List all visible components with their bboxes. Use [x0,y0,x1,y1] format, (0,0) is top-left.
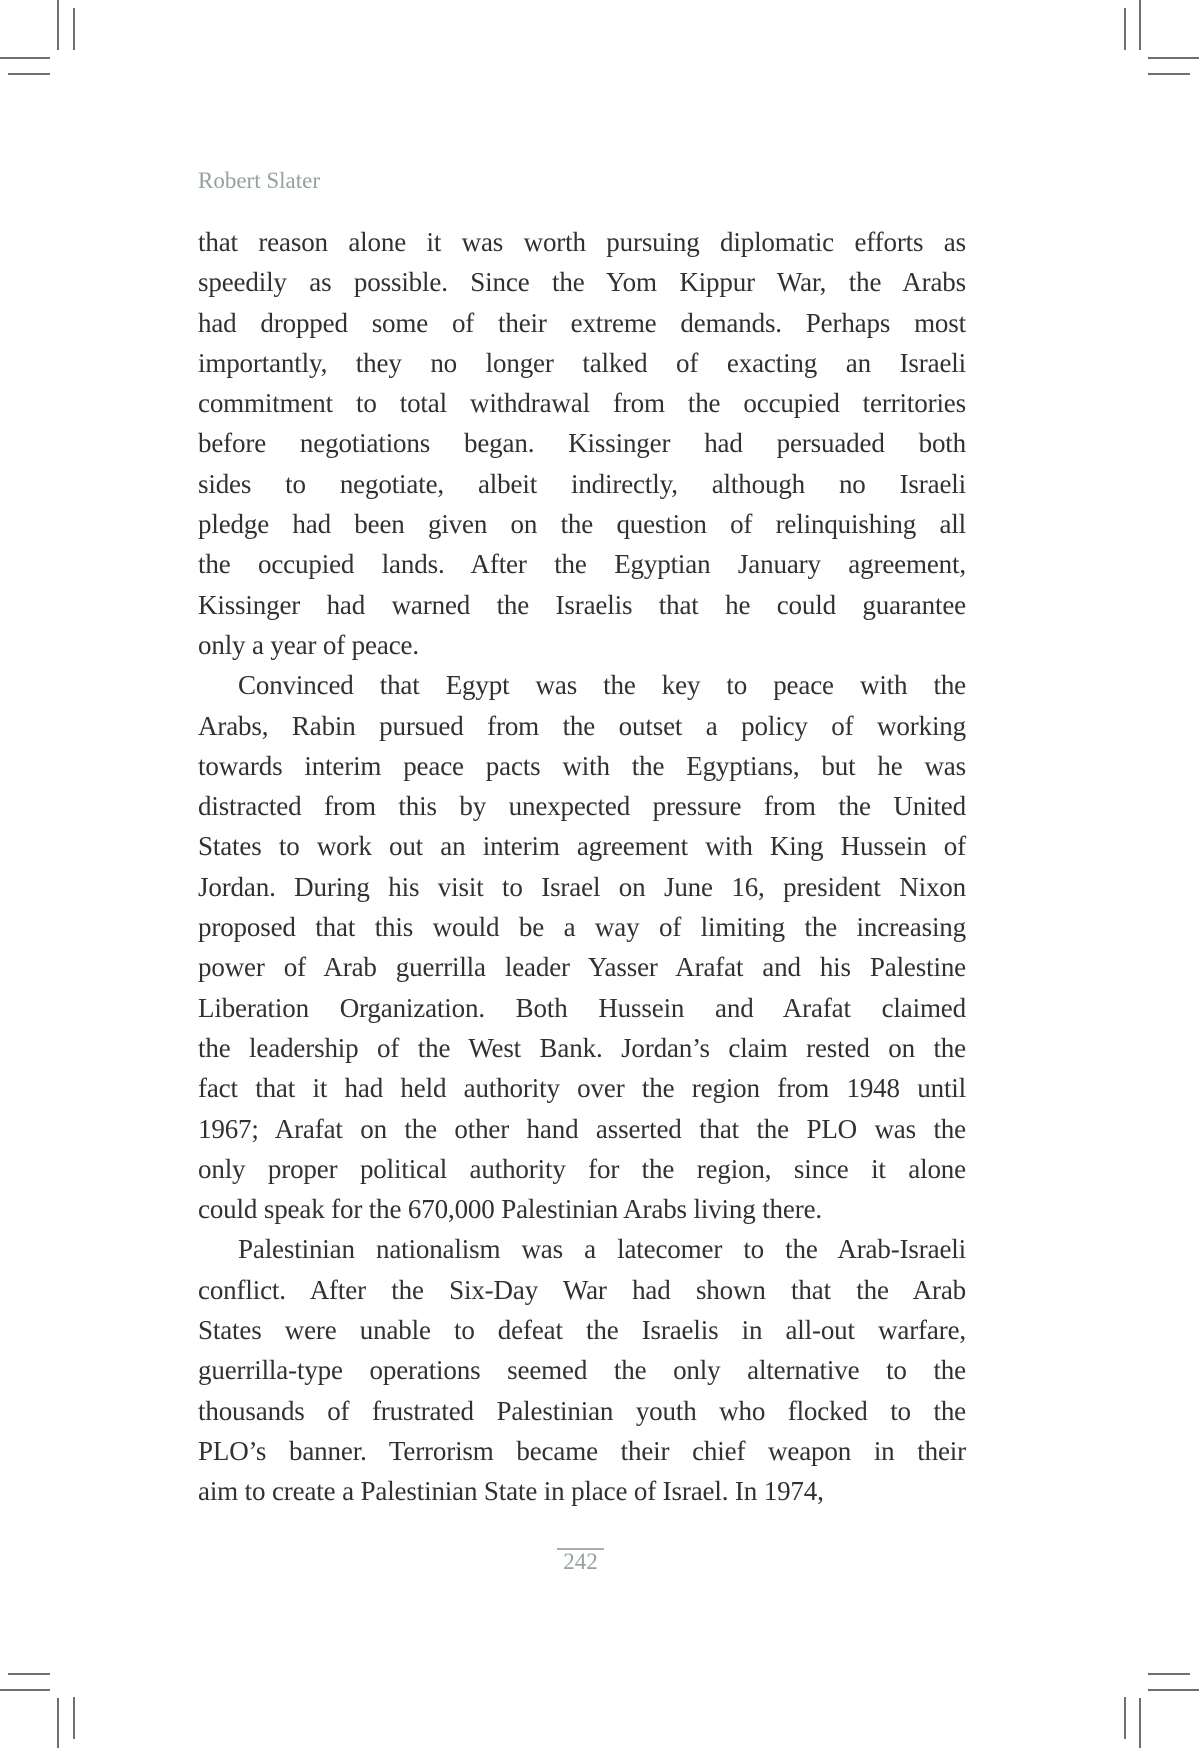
text-line: before negotiations began. Kissinger had persuaded both [198,428,966,459]
crop-mark-top-right-horizontal-outer [1148,57,1199,59]
text-line: aim to create a Palestinian State in place of Israel. In 1974, [198,1476,824,1507]
text-line: Arabs, Rabin pursued from the outset a policy of working [198,710,966,741]
text-line: the leadership of the West Bank. Jordan’s claim rested on the [198,1032,966,1063]
text-line: guerrilla-type operations seemed the only alternative to the [198,1355,966,1386]
crop-mark-bottom-right-vertical-inner [1124,1697,1126,1739]
text-line: commitment to total withdrawal from the occupied territories [198,388,966,419]
text-line: conflict. After the Six-Day War had shown that the Arab [198,1274,966,1305]
text-line: speedily as possible. Since the Yom Kippur War, the Arabs [198,267,966,298]
text-line: Liberation Organization. Both Hussein and Arafat claimed [198,992,966,1023]
text-line: PLO’s banner. Terrorism became their chief weapon in their [198,1435,966,1466]
crop-mark-top-left-horizontal-inner [8,73,50,75]
text-line: Kissinger had warned the Israelis that he could guarantee [198,589,966,620]
text-line: towards interim peace pacts with the Egyptians, but he was [198,750,966,781]
page-number: 242 [563,1549,598,1574]
text-line: pledge had been given on the question of relinquishing all [198,509,966,540]
text-line: 1967; Arafat on the other hand asserted that the PLO was the [198,1113,966,1144]
crop-mark-top-right-vertical-outer [1139,0,1141,50]
text-line: only a year of peace. [198,629,419,660]
text-line: proposed that this would be a way of limiting the increasing [198,912,966,943]
text-line: had dropped some of their extreme demands. Perhaps most [198,307,966,338]
paragraph-2 [198,665,966,1229]
text-line: Palestinian nationalism was a latecomer to the Arab-Israeli [238,1234,966,1265]
text-line: only proper political authority for the region, since it alone [198,1153,966,1184]
text-line: States were unable to defeat the Israelis in all-out warfare, [198,1315,966,1346]
crop-mark-top-left-vertical-outer [57,0,59,50]
crop-mark-bottom-left-horizontal-inner [8,1673,50,1675]
crop-mark-top-left-horizontal-outer [0,57,50,59]
body-text [198,222,966,1512]
text-line: importantly, they no longer talked of exacting an Israeli [198,347,966,378]
crop-mark-bottom-right-horizontal-inner [1148,1673,1190,1675]
crop-mark-bottom-right-horizontal-outer [1148,1689,1199,1691]
crop-mark-top-right-vertical-inner [1124,8,1126,50]
text-line: Jordan. During his visit to Israel on June 16, president Nixon [198,871,966,902]
running-head-author: Robert Slater [198,168,320,193]
text-line: sides to negotiate, albeit indirectly, although no Israeli [198,468,966,499]
paragraph-1 [198,222,966,665]
text-line: power of Arab guerrilla leader Yasser Arafat and his Palestine [198,952,966,983]
text-line: distracted from this by unexpected pressure from the United [198,791,966,822]
crop-mark-bottom-right-vertical-outer [1139,1698,1141,1748]
crop-mark-bottom-left-horizontal-outer [0,1689,50,1691]
text-line: fact that it had held authority over the region from 1948 until [198,1073,966,1104]
text-line: States to work out an interim agreement with King Hussein of [198,831,966,862]
text-line: thousands of frustrated Palestinian youth who flocked to the [198,1395,966,1426]
crop-mark-top-right-horizontal-inner [1148,73,1190,75]
crop-mark-bottom-left-vertical-inner [73,1697,75,1739]
text-line: the occupied lands. After the Egyptian January agreement, [198,549,966,580]
text-line: that reason alone it was worth pursuing diplomatic efforts as [198,227,966,257]
crop-mark-bottom-left-vertical-outer [57,1698,59,1748]
text-line: could speak for the 670,000 Palestinian Arabs living there. [198,1194,823,1225]
crop-mark-top-left-vertical-inner [73,8,75,50]
text-line: Convinced that Egypt was the key to peace with the [238,670,966,701]
paragraph-3 [198,1229,966,1511]
